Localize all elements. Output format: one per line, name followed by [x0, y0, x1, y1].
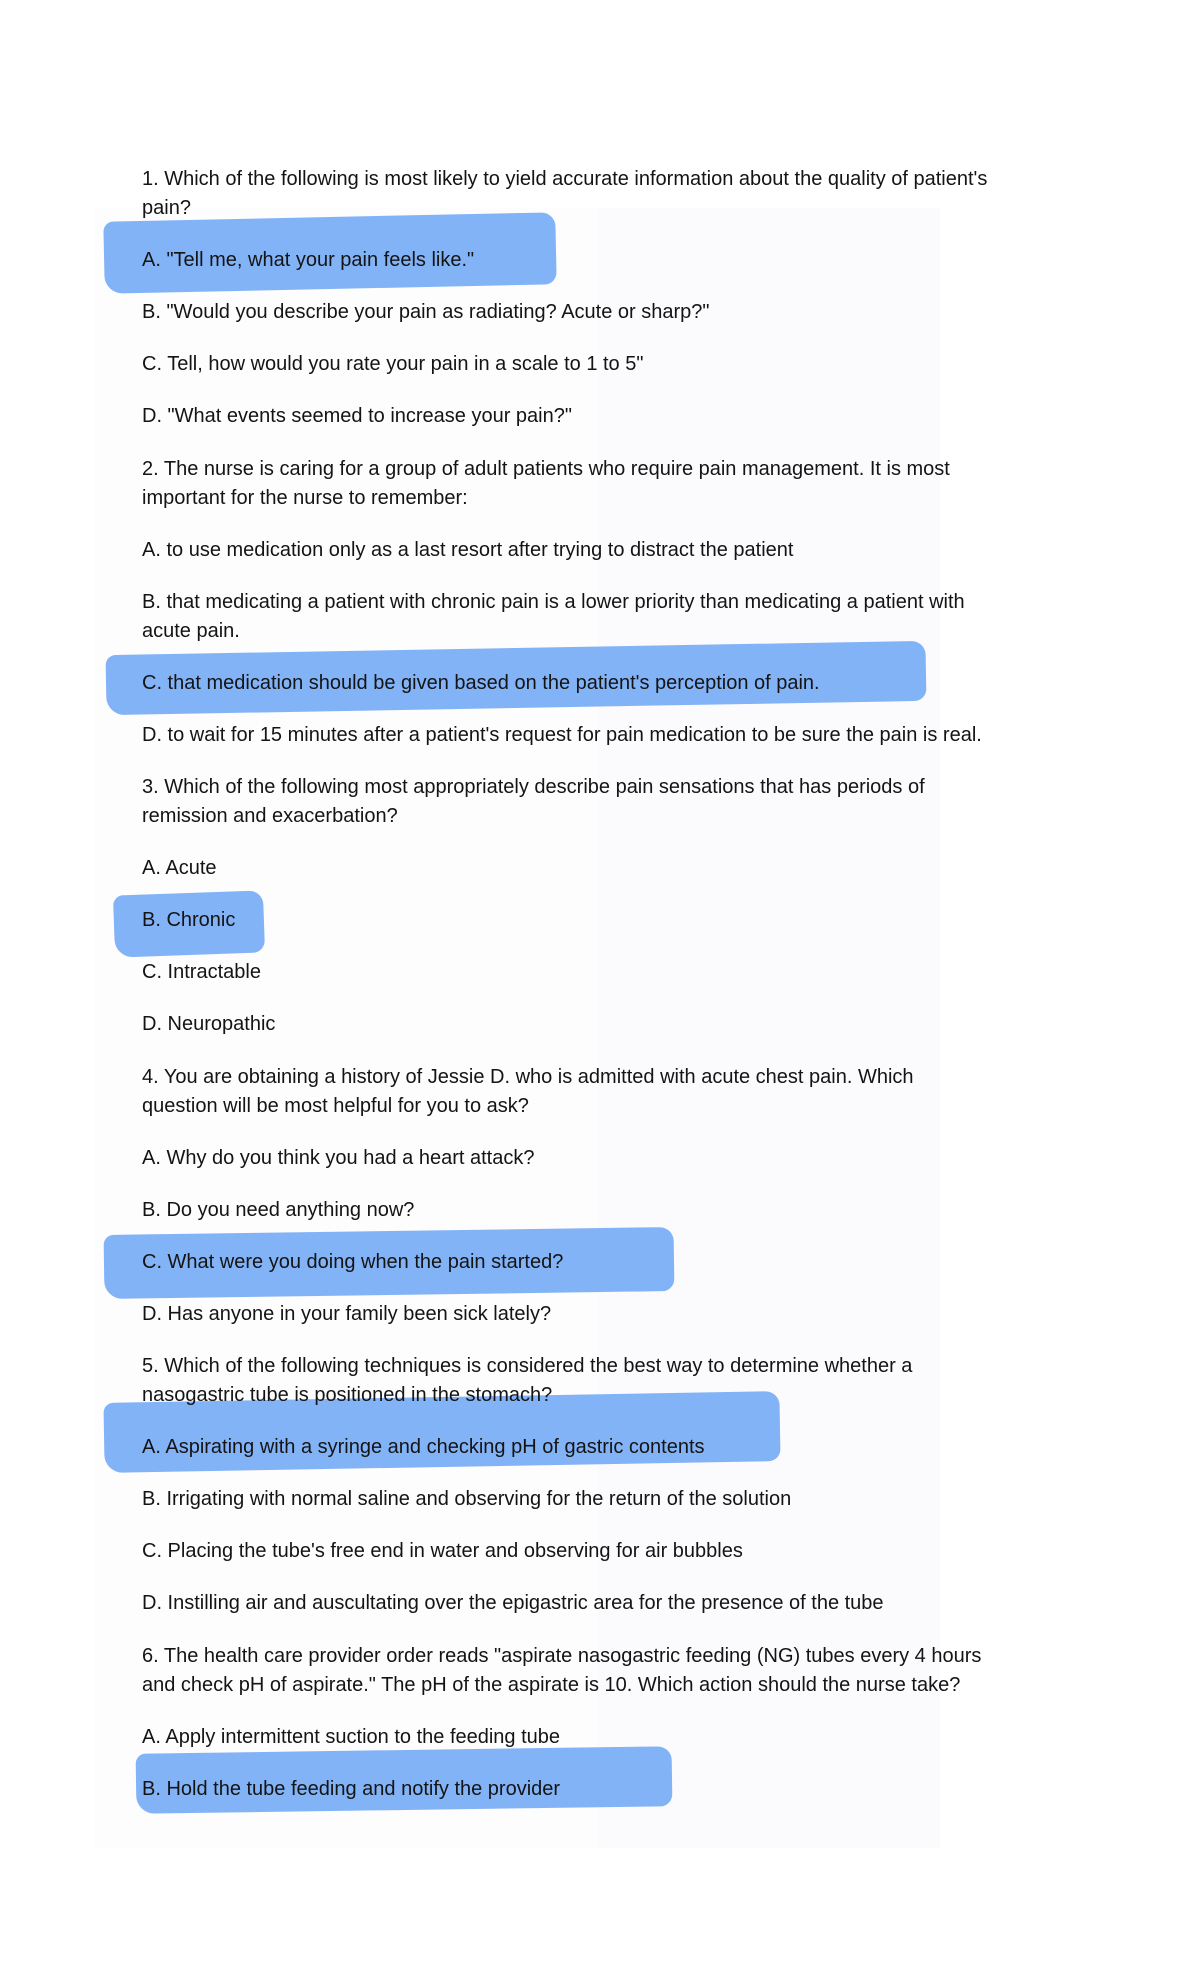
question-4-stem-line-2: question will be most helpful for you to ask?	[142, 1095, 529, 1117]
question-4-option-c: C. What were you doing when the pain started?	[142, 1251, 564, 1273]
question-3-option-c: C. Intractable	[142, 961, 261, 983]
question-3-option-a: A. Acute	[142, 857, 217, 879]
question-5-option-a: A. Aspirating with a syringe and checking pH of gastric contents	[142, 1436, 705, 1458]
question-6-option-b: B. Hold the tube feeding and notify the provider	[142, 1778, 561, 1800]
question-6-stem-line-2: and check pH of aspirate." The pH of the aspirate is 10. Which action should the nurse take?	[142, 1674, 961, 1696]
question-2-stem-line-2: important for the nurse to remember:	[142, 487, 468, 509]
question-1-stem-line-1: 1. Which of the following is most likely to yield accurate information about the quality of patient's	[142, 168, 988, 190]
question-2-option-b: B. that medicating a patient with chronic pain is a lower priority than medicating a patient with	[142, 591, 965, 613]
question-5-stem	[142, 1352, 1072, 1410]
question-1-stem	[142, 165, 1072, 223]
question-4-stem-line-1: 4. You are obtaining a history of Jessie D. who is admitted with acute chest pain. Which	[142, 1066, 914, 1088]
question-1-option-d: D. "What events seemed to increase your pain?"	[142, 405, 572, 427]
question-6-option-a: A. Apply intermittent suction to the feeding tube	[142, 1726, 561, 1748]
question-2-option-a: A. to use medication only as a last resort after trying to distract the patient	[142, 539, 794, 561]
question-5-stem-line-1: 5. Which of the following techniques is considered the best way to determine whether a	[142, 1355, 913, 1377]
question-4-option-a: A. Why do you think you had a heart attack?	[142, 1147, 535, 1169]
question-5-option-b: B. Irrigating with normal saline and observing for the return of the solution	[142, 1488, 792, 1510]
question-1-option-b: B. "Would you describe your pain as radiating? Acute or sharp?"	[142, 301, 710, 323]
question-6-stem	[142, 1642, 1072, 1700]
question-5-stem-line-2: nasogastric tube is positioned in the stomach?	[142, 1384, 553, 1406]
question-1-stem-line-2: pain?	[142, 197, 191, 219]
question-2-option-b-continued: acute pain.	[142, 620, 240, 642]
question-1-option-a: A. "Tell me, what your pain feels like."	[142, 249, 475, 271]
question-1-option-c: C. Tell, how would you rate your pain in a scale to 1 to 5"	[142, 353, 644, 375]
question-5-option-d: D. Instilling air and auscultating over the epigastric area for the presence of the tube	[142, 1592, 884, 1614]
question-5-option-c: C. Placing the tube's free end in water and observing for air bubbles	[142, 1540, 743, 1562]
question-4-option-b: B. Do you need anything now?	[142, 1199, 415, 1221]
question-4-stem	[142, 1063, 1072, 1121]
question-2-option-c: C. that medication should be given based on the patient's perception of pain.	[142, 672, 820, 694]
question-2-stem-line-1: 2. The nurse is caring for a group of adult patients who require pain management. It is most	[142, 458, 950, 480]
question-3-stem	[142, 773, 1072, 831]
question-3-stem-line-1: 3. Which of the following most appropriately describe pain sensations that has periods of	[142, 776, 925, 798]
question-2-stem	[142, 455, 1072, 513]
question-3-option-b: B. Chronic	[142, 909, 236, 931]
question-6-stem-line-1: 6. The health care provider order reads "aspirate nasogastric feeding (NG) tubes every 4 hours	[142, 1645, 982, 1667]
question-2-option-d: D. to wait for 15 minutes after a patient's request for pain medication to be sure the pain is real.	[142, 724, 982, 746]
question-3-option-d: D. Neuropathic	[142, 1013, 276, 1035]
question-3-stem-line-2: remission and exacerbation?	[142, 805, 398, 827]
question-4-option-d: D. Has anyone in your family been sick lately?	[142, 1303, 552, 1325]
